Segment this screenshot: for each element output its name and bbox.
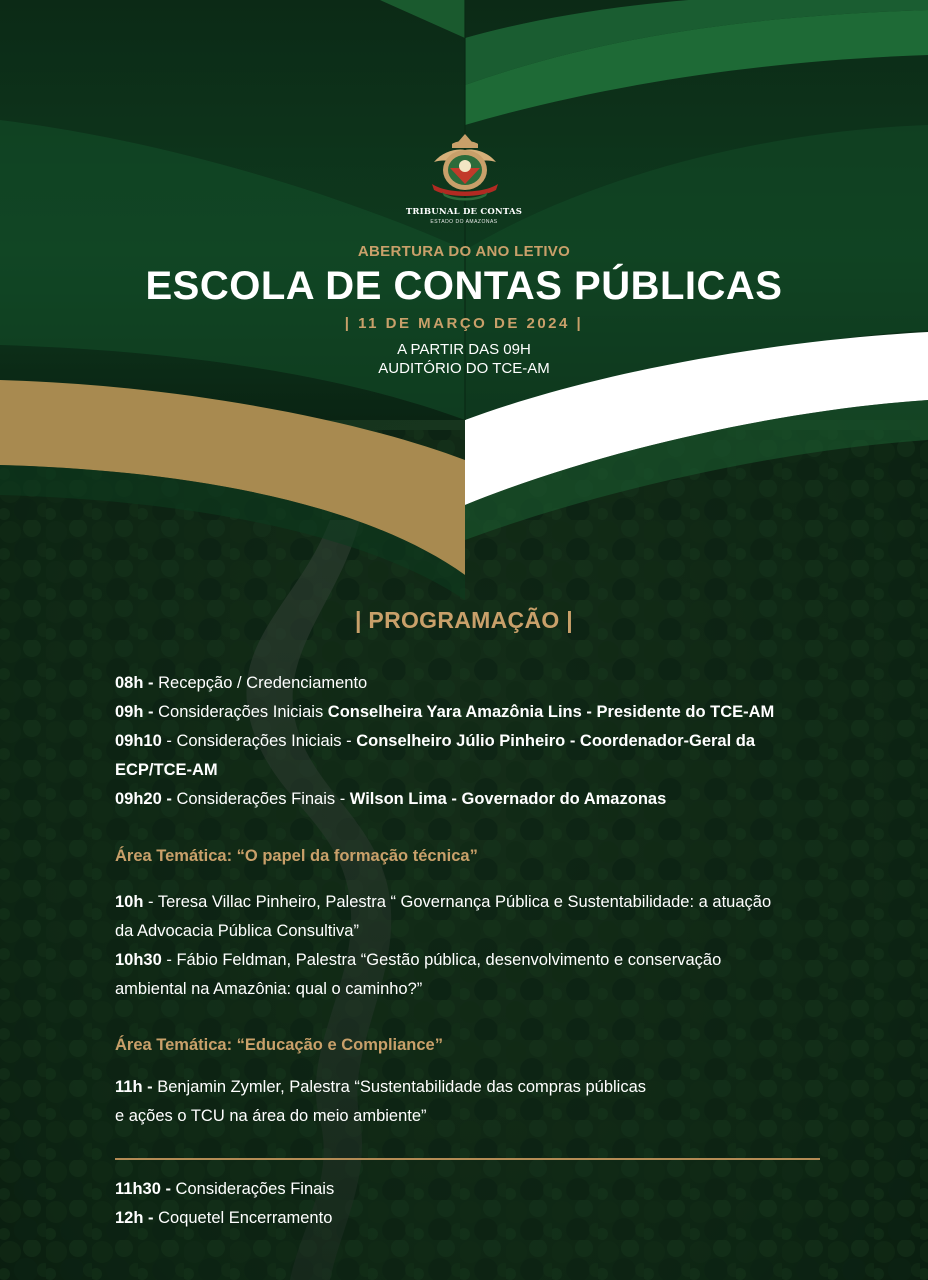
- program-item: 10h30 - Fábio Feldman, Palestra “Gestão pública, desenvolvimento e conservação ambiental na Amazônia: qual o caminho?”: [115, 951, 722, 998]
- theme-heading: Área Temática: “Educação e Compliance”: [115, 1036, 443, 1054]
- program-item: 09h10 - Considerações Iniciais - Conselheiro Júlio Pinheiro - Coordenador-Geral da ECP/TCE-AM: [115, 732, 756, 779]
- event-title: ESCOLA DE CONTAS PÚBLICAS: [145, 264, 783, 308]
- program-item: 08h - Recepção / Credenciamento: [115, 674, 368, 692]
- event-time: A PARTIR DAS 09H: [397, 341, 531, 358]
- event-date: | 11 DE MARÇO DE 2024 |: [344, 315, 584, 332]
- program-item: 09h20 - Considerações Finais - Wilson Lima - Governador do Amazonas: [115, 790, 667, 808]
- event-eyebrow: ABERTURA DO ANO LETIVO: [357, 243, 571, 260]
- program-item: 11h - Benjamin Zymler, Palestra “Sustentabilidade das compras públicas e ações o TCU na área do meio ambiente”: [115, 1078, 647, 1125]
- theme-heading: Área Temática: “O papel da formação técnica”: [115, 847, 478, 865]
- org-subtitle: ESTADO DO AMAZONAS: [430, 219, 498, 225]
- org-name: TRIBUNAL DE CONTAS: [405, 207, 523, 217]
- program-item: 11h30 - Considerações Finais: [115, 1180, 335, 1198]
- tce-am-coat-of-arms-icon: [422, 132, 508, 206]
- program-item: 09h - Considerações Iniciais Conselheira Yara Amazônia Lins - Presidente do TCE-AM: [115, 703, 775, 721]
- divider: [115, 1158, 820, 1160]
- program-item: 12h - Coquetel Encerramento: [115, 1209, 333, 1227]
- event-venue: AUDITÓRIO DO TCE-AM: [378, 360, 550, 377]
- program-item: 10h - Teresa Villac Pinheiro, Palestra “ Governança Pública e Sustentabilidade: a atuação da Advocacia Pública Consultiva”: [115, 893, 772, 940]
- program-heading: | PROGRAMAÇÃO |: [355, 607, 573, 633]
